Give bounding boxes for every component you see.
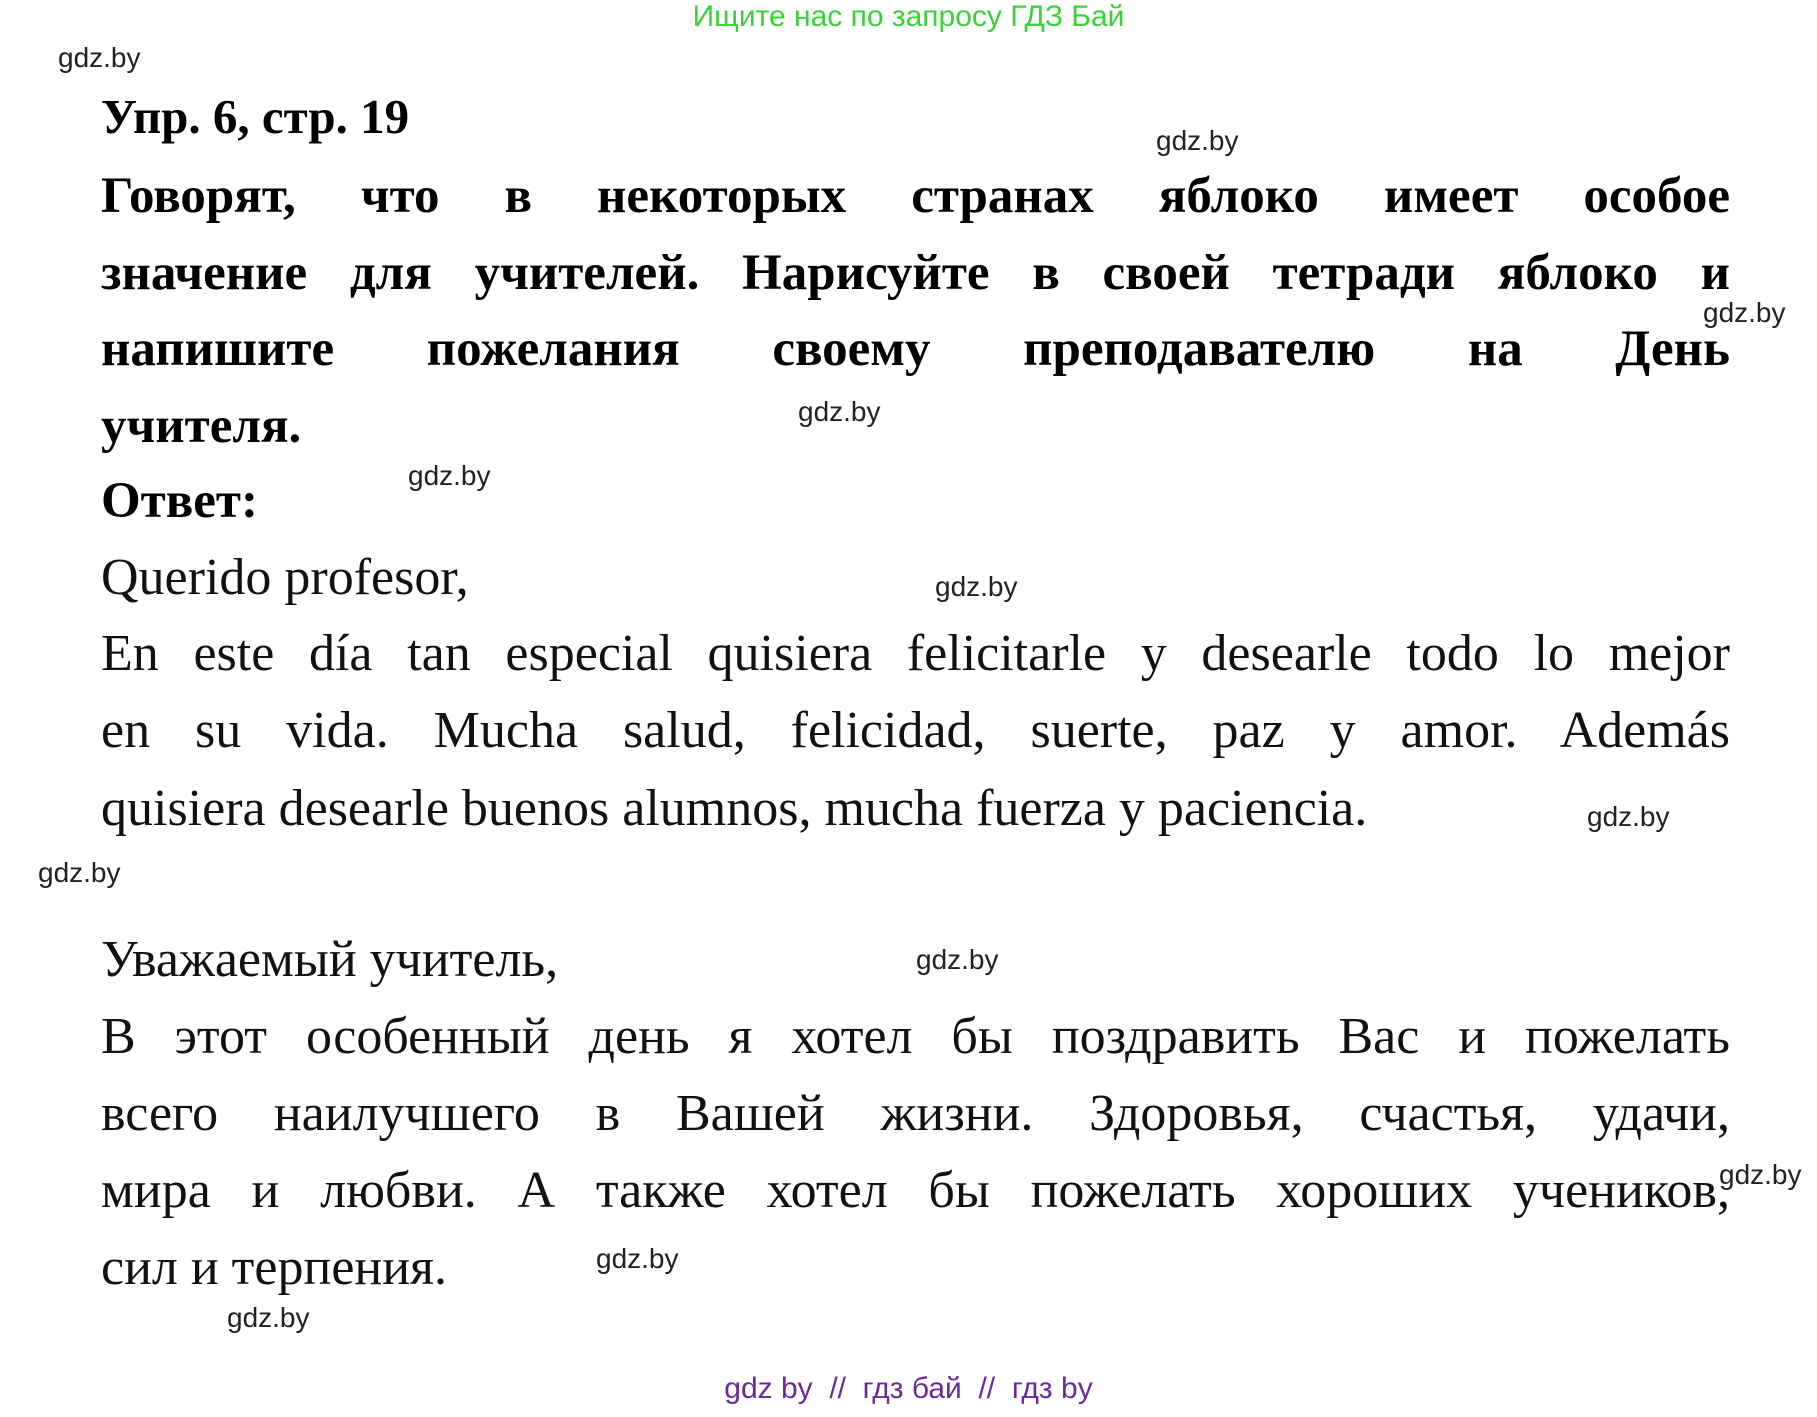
task-line: Говорят, что в некоторых странах яблоко имеет особое bbox=[101, 168, 1730, 224]
watermark: gdz.by bbox=[798, 396, 881, 427]
watermark: gdz.by bbox=[1156, 125, 1239, 156]
russian-line: сил и терпения. bbox=[101, 1239, 447, 1296]
watermark: gdz.by bbox=[58, 42, 141, 73]
watermark: gdz.by bbox=[408, 460, 491, 491]
task-line: напишите пожелания своему преподавателю на День bbox=[101, 321, 1730, 377]
spanish-greeting: Querido profesor, bbox=[101, 549, 469, 606]
header-banner: Ищите нас по запросу ГДЗ Бай bbox=[692, 0, 1125, 33]
spanish-line: En este día tan especial quisiera felicitarle y desearle todo lo mejor bbox=[101, 625, 1730, 682]
watermark: gdz.by bbox=[1703, 297, 1786, 328]
watermark: gdz.by bbox=[38, 857, 121, 888]
watermark: gdz.by bbox=[1719, 1159, 1802, 1190]
answer-label: Ответ: bbox=[101, 473, 258, 529]
russian-greeting: Уважаемый учитель, bbox=[101, 931, 559, 988]
footer-links: gdz by // гдз бай // гдз by bbox=[724, 1372, 1093, 1405]
exercise-title: Упр. 6, стр. 19 bbox=[101, 89, 410, 144]
russian-line: В этот особенный день я хотел бы поздравить Вас и пожелать bbox=[101, 1008, 1730, 1065]
russian-line: мира и любви. А также хотел бы пожелать хороших учеников, bbox=[101, 1162, 1730, 1219]
watermark: gdz.by bbox=[227, 1302, 310, 1333]
watermark: gdz.by bbox=[1587, 801, 1670, 832]
task-line: значение для учителей. Нарисуйте в своей тетради яблоко и bbox=[101, 245, 1730, 301]
russian-line: всего наилучшего в Вашей жизни. Здоровья, счастья, удачи, bbox=[101, 1085, 1730, 1142]
watermark: gdz.by bbox=[596, 1243, 679, 1274]
spanish-line: quisiera desearle buenos alumnos, mucha fuerza y paciencia. bbox=[101, 780, 1368, 837]
spanish-line: en su vida. Mucha salud, felicidad, suerte, paz y amor. Además bbox=[101, 702, 1730, 759]
watermark: gdz.by bbox=[916, 944, 999, 975]
watermark: gdz.by bbox=[935, 571, 1018, 602]
task-line: учителя. bbox=[101, 398, 302, 454]
